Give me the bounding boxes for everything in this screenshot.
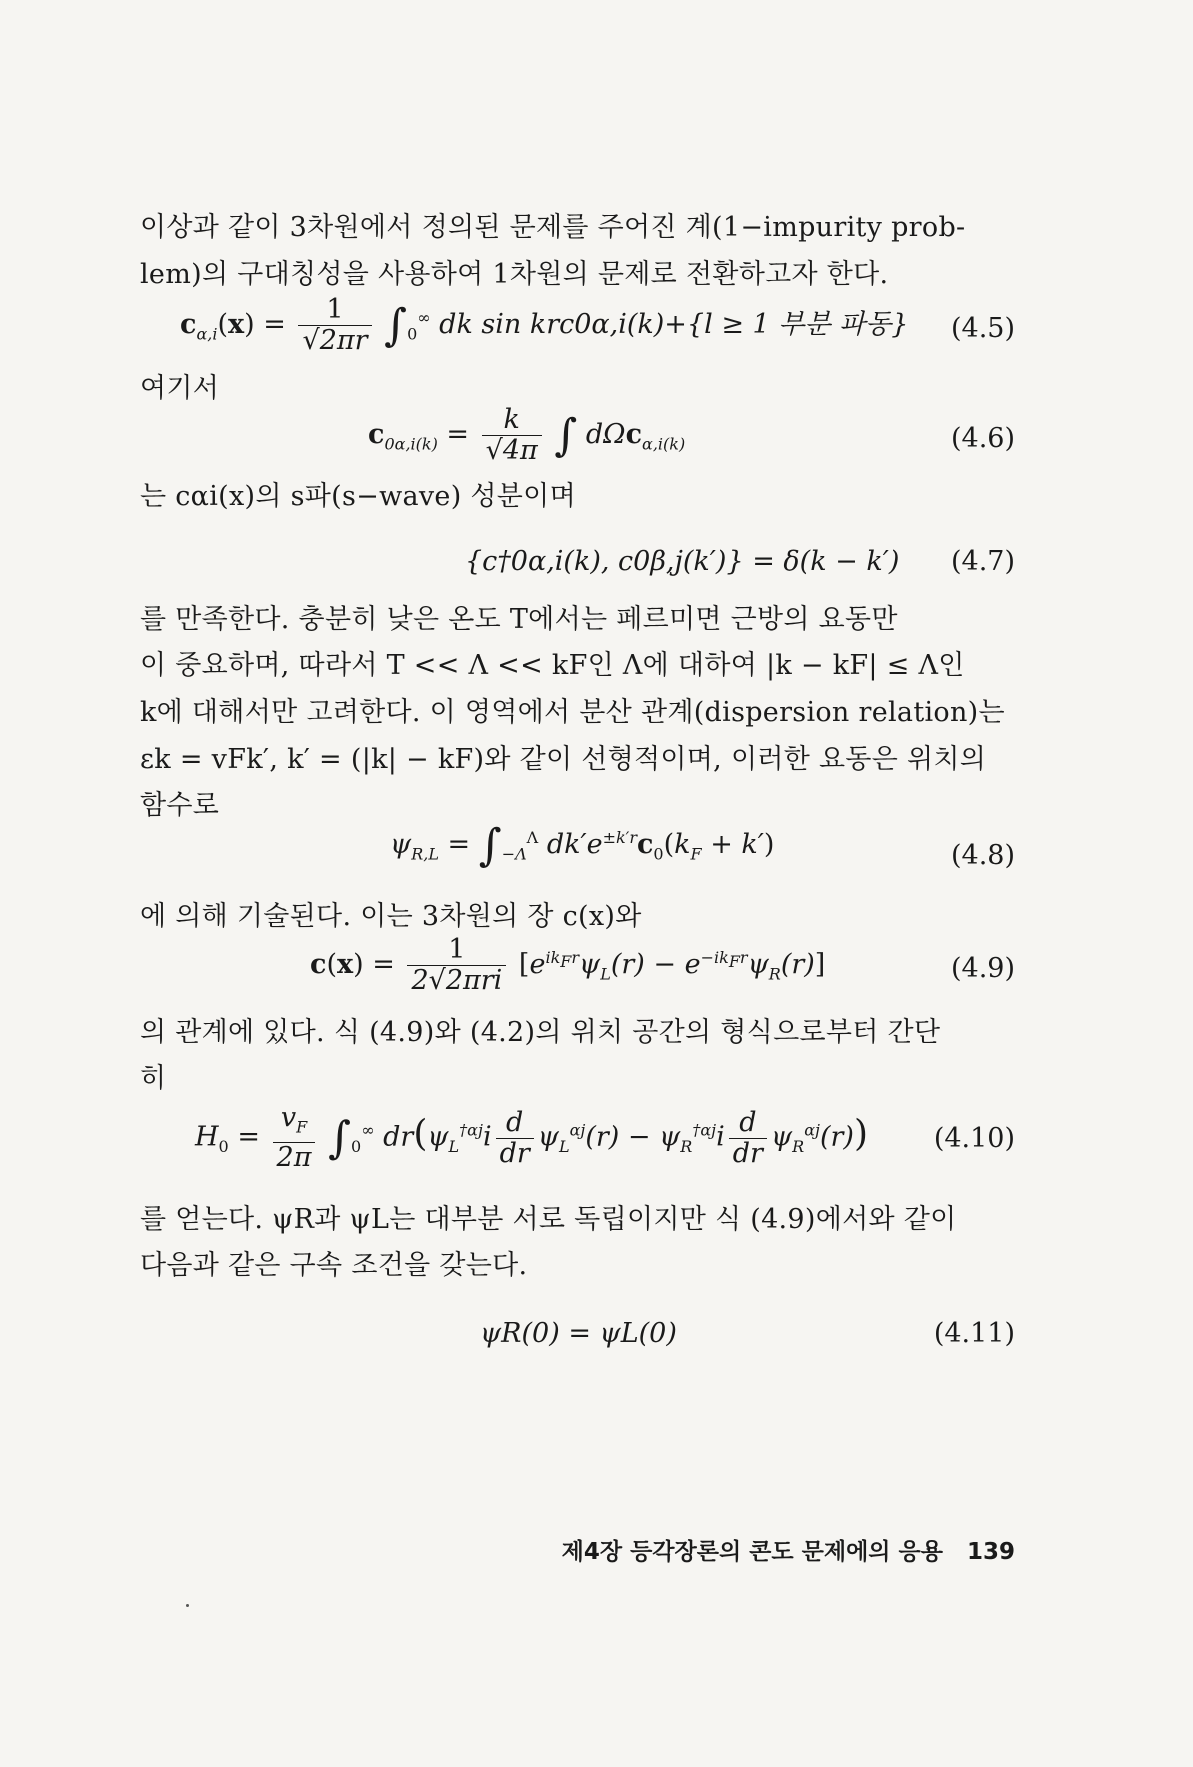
equation-number-4-7: (4.7) bbox=[950, 546, 1015, 577]
scan-speck bbox=[186, 1604, 189, 1607]
equation-4-11-body: ψR(0) = ψL(0) bbox=[480, 1318, 677, 1349]
equation-4-5-integrand: dk sin krc0α,i(k)+{l ≥ 1 부분 파동} bbox=[439, 309, 909, 340]
paragraph-7-line-1: 를 얻는다. ψR과 ψL는 대부분 서로 독립이지만 식 (4.9)에서와 같이 bbox=[140, 1204, 957, 1235]
equation-number-4-11: (4.11) bbox=[933, 1318, 1015, 1349]
chapter-title: 제4장 등각장론의 콘도 문제에의 응용 bbox=[561, 1539, 943, 1565]
equation-number-4-5: (4.5) bbox=[950, 313, 1015, 344]
paragraph-1-line-1: 이상과 같이 3차원에서 정의된 문제를 주어진 계(1−impurity prob- bbox=[140, 212, 966, 243]
paragraph-5: 에 의해 기술된다. 이는 3차원의 장 c(x)와 bbox=[140, 901, 642, 932]
equation-4-9: c(x) = $\frac{1}{\text{2√2πri}}$ $[e^{ik_Fr}\psi_L(r) - e^{-ik_Fr}\psi_R(r)]$ (4.9) bbox=[310, 934, 1015, 996]
equation-4-5: $c_{\alpha,i}(x)$ = $\frac{1}{√2\pi r}$ $\int_0^\infty$ dk sin krc0α,i(k)+{l ≥ 1 부분 파동} (4.5) bbox=[180, 294, 1015, 356]
equation-4-7-body: {c†0α,i(k), c0β,j(k′)} = δ(k − k′) bbox=[465, 546, 900, 577]
equation-4-11 bbox=[140, 1312, 1015, 1382]
paragraph-4-line-5: 함수로 bbox=[140, 790, 220, 821]
running-footer bbox=[480, 1533, 1015, 1566]
paragraph-6-line-1: 의 관계에 있다. 식 (4.9)와 (4.2)의 위치 공간의 형식으로부터 간단 bbox=[140, 1017, 941, 1048]
equation-4-8: $\psi_{R,L} = \int_{-\Lambda}^\Lambda$ $dk'e^{\pm k'r}c_0(k_F + k')$ (4.8) bbox=[390, 820, 1015, 871]
equation-number-4-6: (4.6) bbox=[950, 423, 1015, 454]
paragraph-4-line-1: 를 만족한다. 충분히 낮은 온도 T에서는 페르미면 근방의 요동만 bbox=[140, 604, 898, 635]
paragraph-3: 는 cαi(x)의 s파(s−wave) 성분이며 bbox=[140, 481, 576, 512]
page-number: 139 bbox=[966, 1539, 1015, 1565]
paragraph-4-line-2: 이 중요하며, 따라서 T << Λ << kF인 Λ에 대하여 |k − kF| ≤ Λ인 bbox=[140, 650, 965, 681]
paragraph-7-line-2: 다음과 같은 구속 조건을 갖는다. bbox=[140, 1250, 528, 1281]
paragraph-6-line-2: 히 bbox=[140, 1063, 167, 1094]
equation-number-4-10: (4.10) bbox=[933, 1123, 1015, 1154]
equation-number-4-9: (4.9) bbox=[950, 953, 1015, 984]
paragraph-4-line-3: k에 대해서만 고려한다. 이 영역에서 분산 관계(dispersion relation)는 bbox=[140, 697, 1005, 728]
paragraph-2: 여기서 bbox=[140, 373, 220, 404]
equation-number-4-8: (4.8) bbox=[950, 840, 1015, 871]
paragraph-1-line-2: lem)의 구대칭성을 사용하여 1차원의 문제로 전환하고자 한다. bbox=[140, 259, 889, 290]
equation-4-10: $H_0$ = $\frac{v_F}{2\pi}$ $\int_0^\infty$ $dr(\psi_L^{\dagger\alpha j}i$ $\frac{d}{dr}$ $\psi_L^{\alpha j}(r) - \psi_R^{\dagger\alpha j}i$ $\frac{d}{dr}$ $\psi_R^{\alpha j}(r)$) (4.10) bbox=[195, 1102, 1015, 1174]
paragraph-4-line-4: εk = vFk′, k′ = (|k| − kF)와 같이 선형적이며, 이러한 요동은 위치의 bbox=[140, 744, 987, 775]
equation-4-6: $c_{0\alpha,i(k)}$ = $\frac{k}{√4\pi}$ ∫ dΩc$_{\alpha,i(k)}$ (4.6) bbox=[368, 404, 1015, 466]
